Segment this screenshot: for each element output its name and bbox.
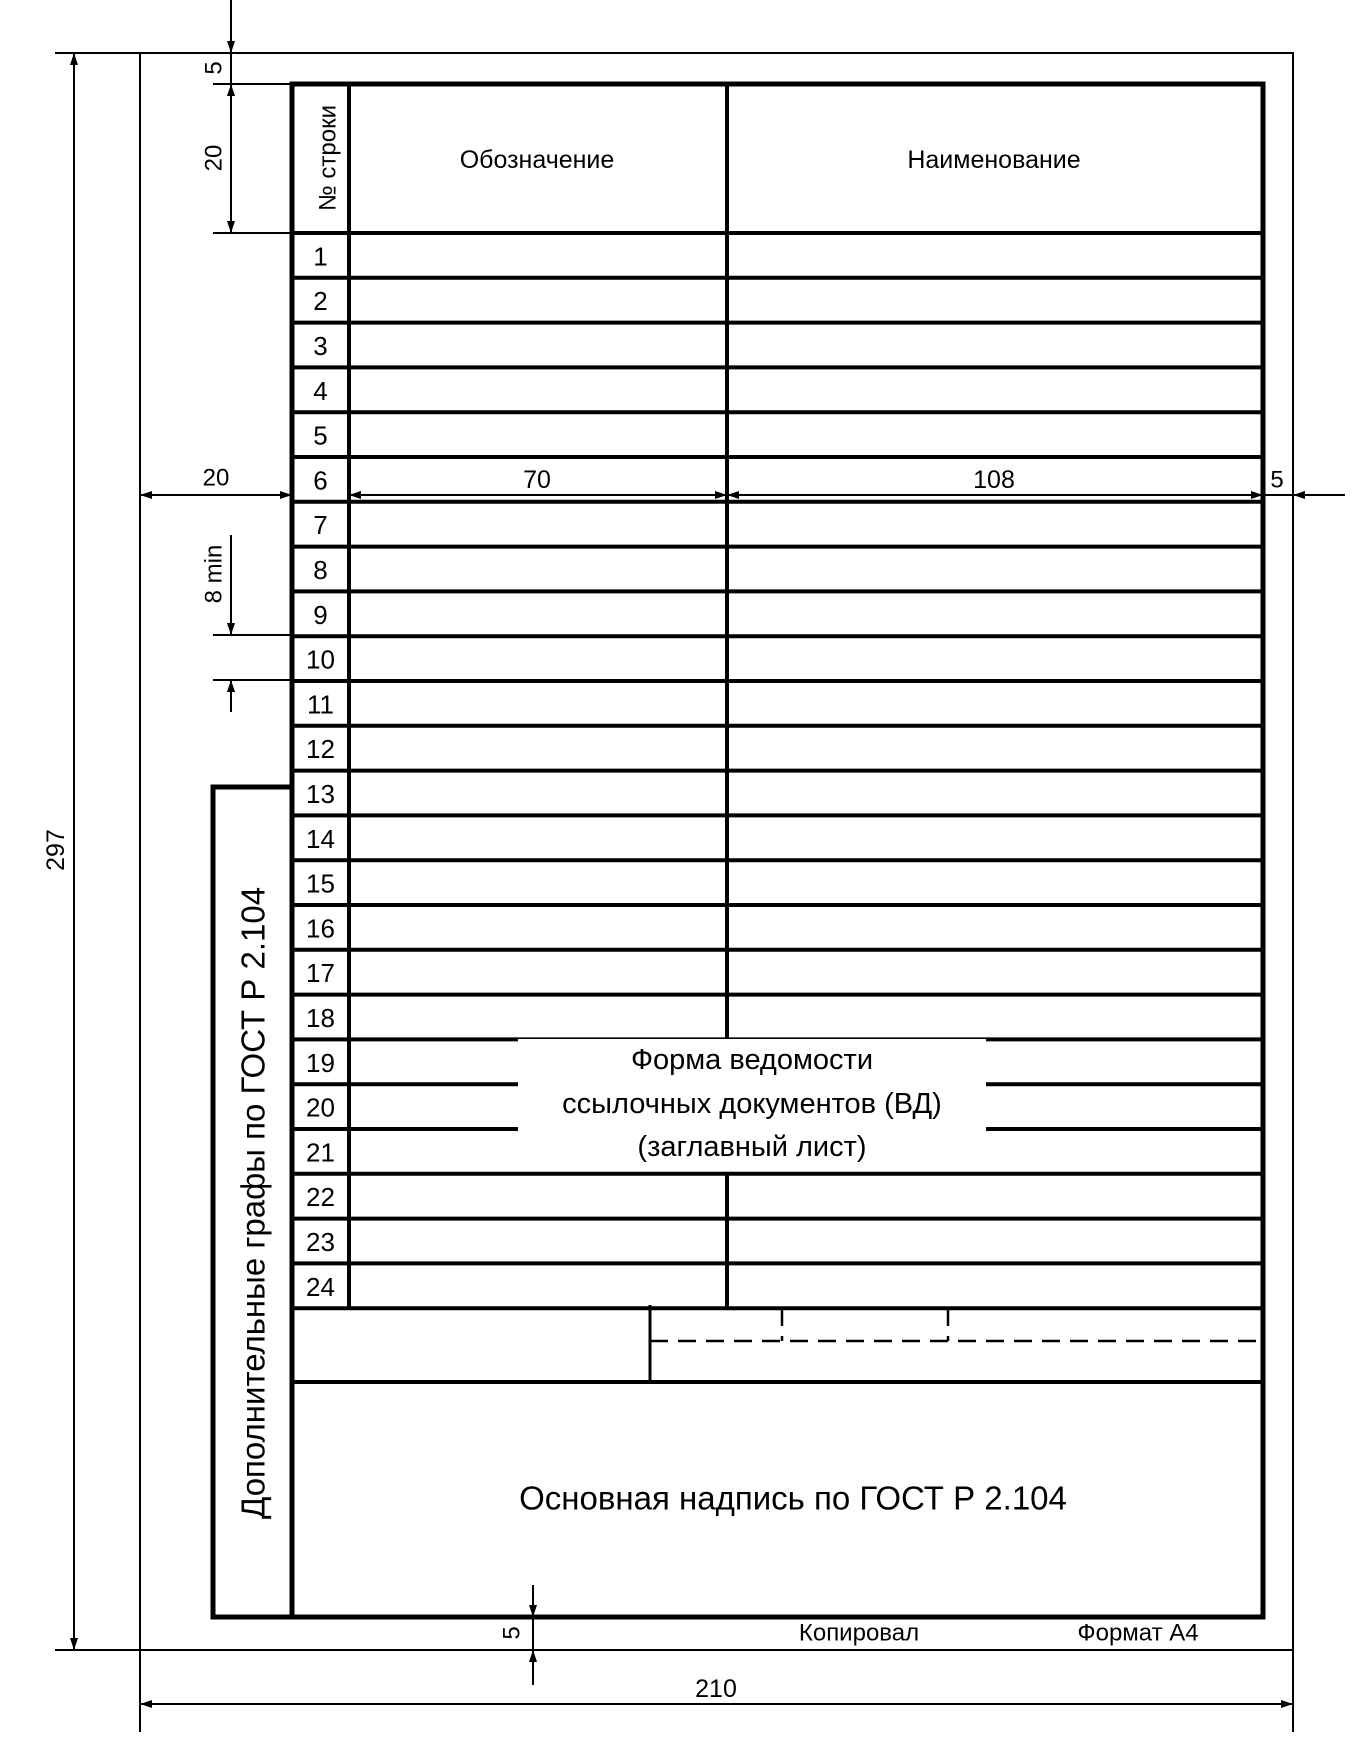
row-number: 11 — [307, 689, 334, 720]
format-label: Формат А4 — [1077, 1619, 1199, 1647]
row-number: 17 — [306, 958, 335, 989]
dim-row-height-min: 8 min — [200, 544, 228, 604]
dim-left-margin: 20 — [202, 464, 230, 492]
dim-sheet-width: 210 — [695, 1675, 737, 1703]
row-number: 23 — [306, 1227, 335, 1257]
dim-header-height: 20 — [200, 144, 228, 172]
row-number: 16 — [306, 913, 335, 944]
form-title-line-3: (заглавный лист) — [637, 1131, 867, 1163]
row-number: 21 — [306, 1137, 335, 1168]
row-number: 14 — [306, 823, 335, 854]
main-frame — [292, 84, 1263, 1617]
title-block-label: Основная надпись по ГОСТ Р 2.104 — [519, 1479, 1067, 1517]
row-number: 15 — [306, 868, 335, 899]
row-number: 9 — [313, 599, 328, 630]
dim-bottom-margin: 5 — [498, 1626, 526, 1640]
row-number: 22 — [306, 1182, 335, 1213]
dim-designation-width: 70 — [523, 466, 551, 494]
row-number: 10 — [306, 644, 335, 675]
row-number: 13 — [306, 779, 335, 809]
copied-label: Копировал — [798, 1619, 920, 1647]
row-number: 6 — [313, 465, 328, 496]
row-number: 20 — [306, 1092, 335, 1123]
name-header: Наименование — [907, 146, 1081, 174]
row-number-header: № строки — [314, 104, 342, 212]
row-number: 2 — [313, 286, 328, 317]
dim-top-margin: 5 — [200, 61, 228, 75]
row-number: 19 — [306, 1047, 335, 1078]
row-number: 1 — [313, 241, 328, 272]
form-title-line-1: Форма ведомости — [630, 1044, 874, 1076]
dashed-guides — [650, 1308, 1262, 1341]
dim-right-margin: 5 — [1270, 466, 1284, 494]
row-number: 3 — [313, 331, 328, 361]
row-number: 4 — [313, 375, 328, 406]
dim-sheet-height: 297 — [42, 829, 70, 871]
row-number: 18 — [306, 1003, 335, 1033]
row-number: 24 — [306, 1271, 335, 1302]
designation-header: Обозначение — [459, 146, 615, 174]
row-number: 8 — [313, 555, 328, 585]
side-block-label: Дополнительные графы по ГОСТ Р 2.104 — [234, 886, 272, 1520]
form-title-line-2: ссылочных документов (ВД) — [562, 1088, 942, 1120]
row-number: 5 — [313, 420, 328, 451]
row-number: 7 — [313, 510, 328, 541]
row-number: 12 — [306, 734, 335, 765]
dim-name-width: 108 — [973, 466, 1015, 494]
